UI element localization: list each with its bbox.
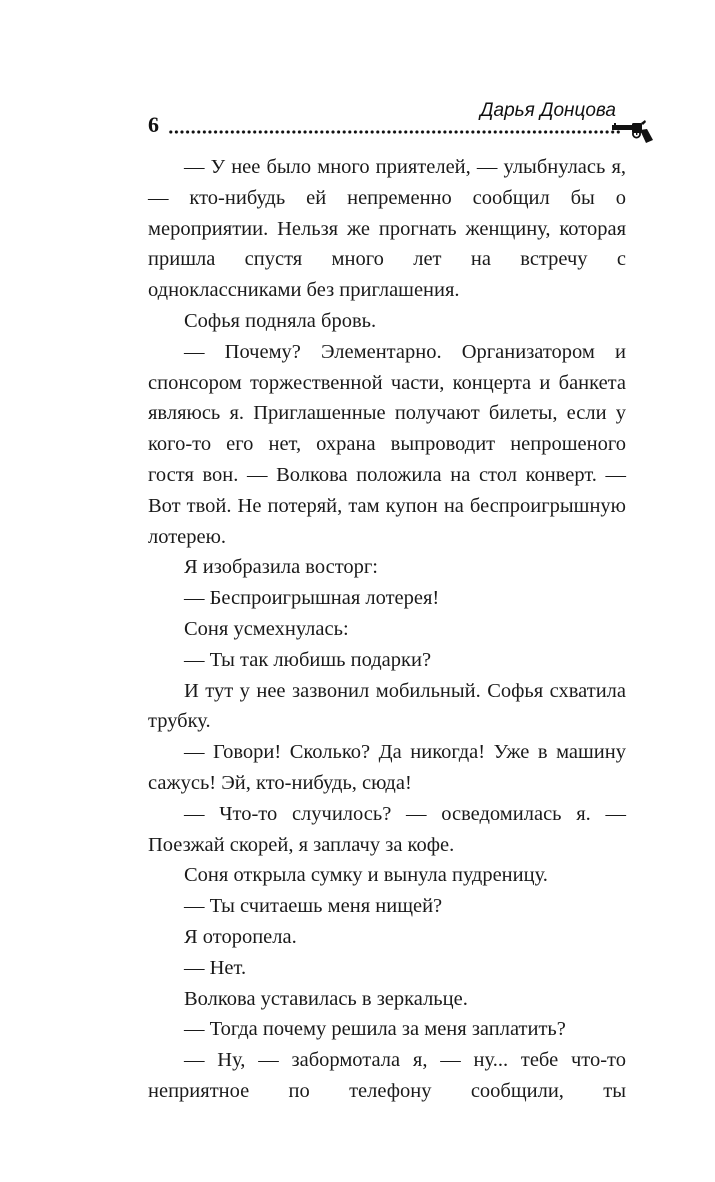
paragraph: — Беспроигрышная лотерея!: [184, 587, 440, 610]
running-header-author: Дарья Донцова: [480, 100, 616, 121]
paragraph: — Ты считаешь меня нищей?: [184, 895, 443, 918]
paragraph: — У нее было много приятелей, — улыбнулась я, — кто-нибудь ей непременно сообщил бы о мероприятии. Нельзя же прогнать женщину, которая пришла спустя много лет на встречу с одноклассниками без приглашения.: [148, 156, 626, 302]
paragraph: И тут у нее зазвонил мобильный. Софья схватила трубку.: [148, 679, 626, 733]
paragraph: Волкова уставилась в зеркальце.: [184, 987, 468, 1010]
paragraph: — Говори! Сколько? Да никогда! Уже в машину сажусь! Эй, кто-нибудь, сюда!: [148, 741, 626, 794]
paragraph: — Тогда почему решила за меня заплатить?: [184, 1018, 566, 1041]
paragraph: Я оторопела.: [184, 925, 297, 948]
paragraph: — Ну, — забормотала я, — ну... тебе что-то неприятное по телефону сообщили, ты: [148, 1049, 626, 1102]
paragraph: Софья подняла бровь.: [184, 309, 377, 332]
revolver-icon: [612, 118, 654, 144]
paragraph: — Нет.: [184, 956, 247, 979]
body-text: [148, 152, 626, 1107]
paragraph: Соня усмехнулась:: [184, 617, 349, 640]
paragraph: — Ты так любишь подарки?: [184, 648, 432, 671]
page-number: 6: [148, 112, 159, 137]
dotted-rule: [168, 129, 620, 135]
running-header: [148, 100, 654, 140]
paragraph: Я изобразила восторг:: [184, 556, 378, 579]
paragraph: — Что-то случилось? — осведомилась я. — Поезжай скорей, я заплачу за кофе.: [148, 802, 626, 856]
paragraph: — Почему? Элементарно. Организатором и спонсором торжественной части, концерта и банкета являюсь я. Приглашенные получают билеты, если у кого-то его нет, охрана выпроводит непрошеного гостя вон. — Волкова положила на стол конверт. — Вот твой. Не потеряй, там купон на беспроигрышную лотерею.: [148, 340, 626, 548]
paragraph: Соня открыла сумку и вынула пудреницу.: [184, 864, 548, 887]
